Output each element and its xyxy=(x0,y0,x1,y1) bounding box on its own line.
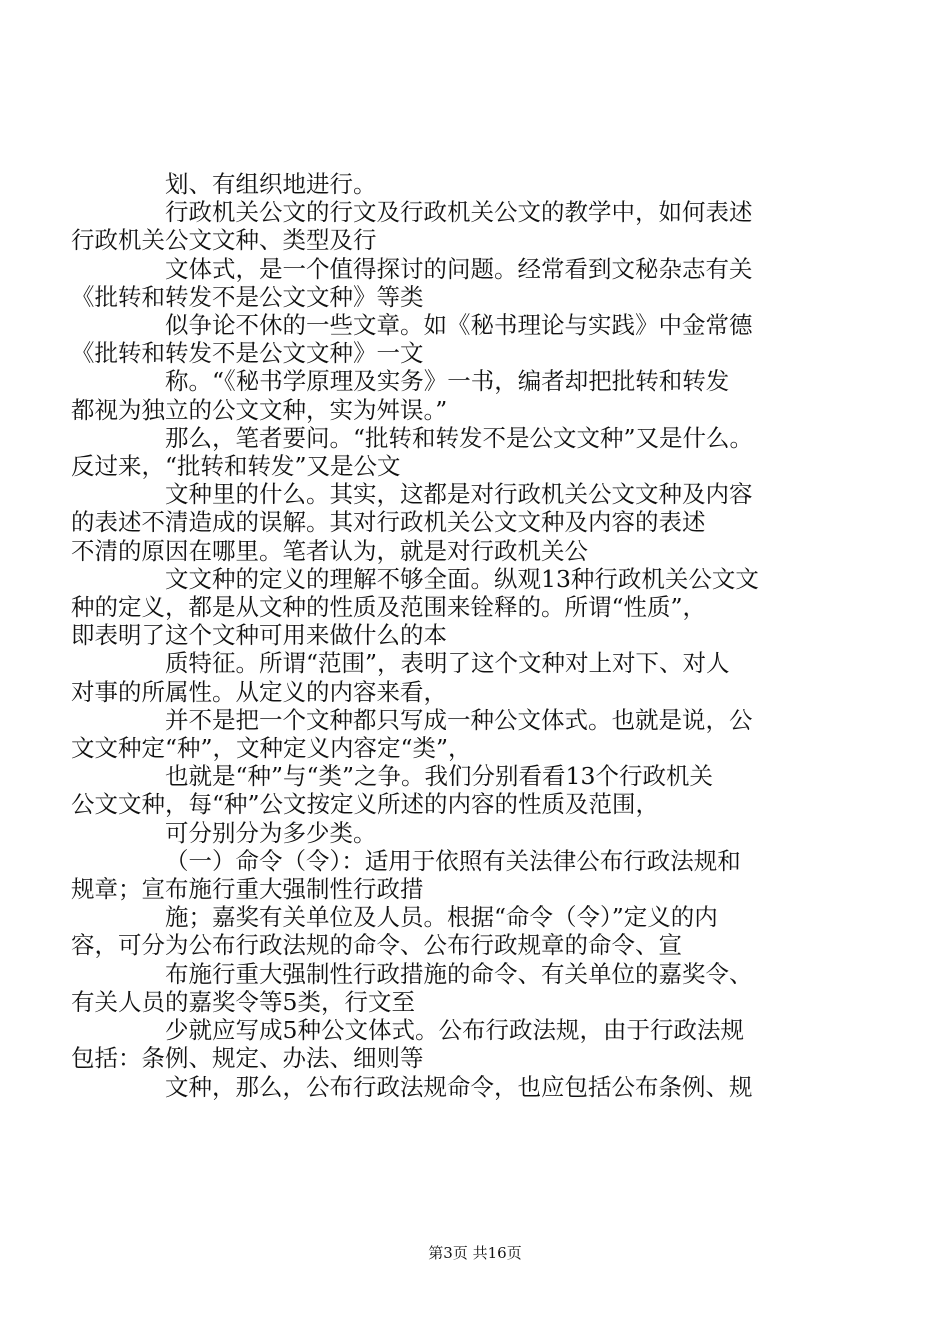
text-line: 的表述不清造成的误解。其对行政机关公文文种及内容的表述 xyxy=(71,508,706,537)
text-line: 少就应写成5种公文体式。公布行政法规，由于行政法规 xyxy=(165,1016,744,1045)
paragraph xyxy=(118,170,838,198)
text-line: 《批转和转发不是公文文种》等类 xyxy=(71,282,424,311)
text-line: 文种里的什么。其实，这都是对行政机关公文文种及内容 xyxy=(165,480,753,509)
text-line: 有关人员的嘉奖令等5类，行文至 xyxy=(71,987,415,1016)
text-line: 容，可分为公布行政法规的命令、公布行政规章的命令、宣 xyxy=(71,931,682,960)
paragraph xyxy=(118,819,838,847)
text-line: 行政机关公文文种、类型及行 xyxy=(71,226,377,255)
document-body xyxy=(71,170,838,1101)
text-line: 规章；宣布施行重大强制性行政措 xyxy=(71,875,424,904)
text-line: 文文种定“种”，文种定义内容定“类”， xyxy=(71,734,472,763)
text-line: 《批转和转发不是公文文种》一文 xyxy=(71,339,424,368)
paragraph xyxy=(71,480,838,565)
paragraph xyxy=(71,198,838,255)
text-line: 文文种的定义的理解不够全面。纵观13种行政机关公文文 xyxy=(165,564,759,593)
paragraph xyxy=(71,705,838,763)
page-number: 第3页 共16页 xyxy=(428,1244,522,1262)
paragraph xyxy=(71,649,838,706)
text-line: 划、有组织地进行。 xyxy=(165,170,377,198)
paragraph xyxy=(71,564,838,650)
paragraph xyxy=(71,254,838,311)
text-line: 施；嘉奖有关单位及人员。根据“命令（令）”定义的内 xyxy=(165,903,718,932)
text-line: 反过来，“批转和转发”又是公文 xyxy=(71,452,401,481)
text-line: 即表明了这个文种可用来做什么的本 xyxy=(71,621,447,650)
text-line: 并不是把一个文种都只写成一种公文体式。也就是说，公 xyxy=(165,705,753,734)
paragraph xyxy=(71,1016,838,1073)
text-line: 文体式，是一个值得探讨的问题。经常看到文秘杂志有关 xyxy=(165,254,753,283)
page-footer xyxy=(0,1244,950,1262)
text-line: 称。“《秘书学原理及实务》一书，编者却把批转和转发 xyxy=(165,367,730,396)
paragraph xyxy=(71,846,838,904)
paragraph xyxy=(71,423,838,481)
text-line: 文种，那么，公布行政法规命令，也应包括公布条例、规 xyxy=(165,1072,753,1101)
paragraph xyxy=(118,1073,838,1101)
text-line: 行政机关公文的行文及行政机关公文的教学中，如何表述 xyxy=(165,198,753,227)
text-line: 可分别分为多少类。 xyxy=(165,818,377,847)
text-line: 对事的所属性。从定义的内容来看， xyxy=(71,677,447,706)
paragraph xyxy=(71,367,838,424)
text-line: 包括：条例、规定、办法、细则等 xyxy=(71,1044,424,1073)
text-line: 那么，笔者要问。“批转和转发不是公文文种”又是什么。 xyxy=(165,423,754,452)
paragraph xyxy=(71,959,838,1016)
text-line: （一）命令（令）：适用于依照有关法律公布行政法规和 xyxy=(165,846,741,875)
text-line: 不清的原因在哪里。笔者认为，就是对行政机关公 xyxy=(71,536,588,565)
text-line: 种的定义，都是从文种的性质及范围来铨释的。所谓“性质”， xyxy=(71,593,707,622)
text-line: 布施行重大强制性行政措施的命令、有关单位的嘉奖令、 xyxy=(165,959,753,988)
text-line: 似争论不休的一些文章。如《秘书理论与实践》中金常德 xyxy=(165,311,753,340)
paragraph xyxy=(71,903,838,960)
text-line: 都视为独立的公文文种，实为舛误。” xyxy=(71,395,448,424)
text-line: 也就是“种”与“类”之争。我们分别看看13个行政机关 xyxy=(165,762,713,791)
paragraph xyxy=(71,762,838,819)
text-line: 质特征。所谓“范围”，表明了这个文种对上对下、对人 xyxy=(165,649,730,678)
text-line: 公文文种，每“种”公文按定义所述的内容的性质及范围， xyxy=(71,790,660,819)
paragraph xyxy=(71,311,838,368)
